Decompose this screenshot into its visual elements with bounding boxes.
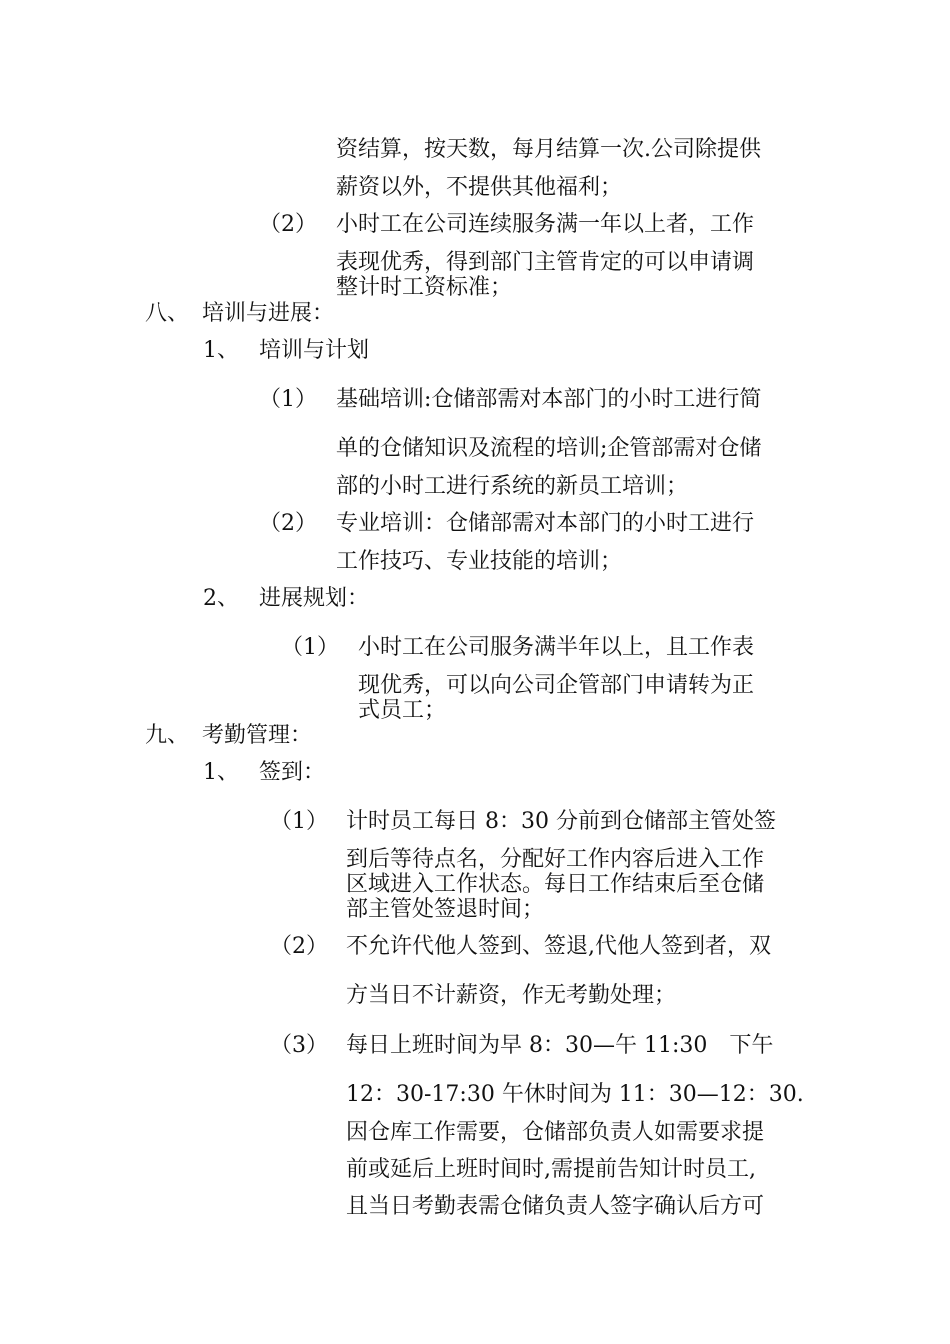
- body-line: 部主管处签退时间；: [346, 897, 545, 922]
- body-line: 区域进入工作状态。每日工作结束后至仓储: [346, 872, 765, 897]
- section-heading: 考勤管理：: [202, 723, 313, 748]
- subsection-number: 1、: [203, 338, 239, 363]
- body-line: 方当日不计薪资，作无考勤处理；: [346, 983, 677, 1008]
- body-line: 到后等待点名，分配好工作内容后进入工作: [346, 847, 765, 872]
- item-number: （1）: [270, 809, 328, 834]
- body-line: 整计时工资标准；: [336, 275, 513, 300]
- body-line: 小时工在公司服务满半年以上，且工作表: [358, 635, 755, 660]
- body-line: 12：30-17:30 午休时间为 11：30—12：30.: [346, 1082, 804, 1107]
- body-line: 资结算，按天数，每月结算一次.公司除提供: [336, 137, 761, 162]
- section-heading: 培训与进展：: [202, 301, 335, 326]
- subsection-number: 1、: [203, 760, 239, 785]
- body-line: 前或延后上班时间时,需提前告知计时员工,: [346, 1157, 756, 1182]
- subsection-heading: 培训与计划: [259, 338, 370, 363]
- body-line: 每日上班时间为早 8：30—午 11:30 下午: [346, 1033, 774, 1058]
- body-line: 因仓库工作需要，仓储部负责人如需要求提: [346, 1120, 765, 1145]
- body-line: 部的小时工进行系统的新员工培训；: [336, 474, 689, 499]
- subsection-heading: 进展规划：: [259, 586, 370, 611]
- section-number: 八、: [145, 301, 190, 326]
- body-line: 计时员工每日 8：30 分前到仓储部主管处签: [346, 809, 776, 834]
- item-number: （2）: [259, 511, 317, 536]
- body-line: 小时工在公司连续服务满一年以上者，工作: [336, 212, 755, 237]
- body-line: 不允许代他人签到、签退,代他人签到者，双: [346, 934, 771, 959]
- body-line: 薪资以外，不提供其他福利；: [336, 175, 623, 200]
- body-line: 现优秀，可以向公司企管部门申请转为正: [358, 673, 755, 698]
- section-number: 九、: [145, 723, 190, 748]
- subsection-heading: 签到：: [259, 760, 326, 785]
- item-number: （2）: [259, 212, 317, 237]
- item-number: （2）: [270, 934, 328, 959]
- subsection-number: 2、: [203, 586, 239, 611]
- body-line: 式员工；: [358, 698, 447, 723]
- body-line: 且当日考勤表需仓储负责人签字确认后方可: [346, 1194, 765, 1219]
- item-number: （1）: [259, 387, 317, 412]
- item-number: （3）: [270, 1033, 328, 1058]
- body-line: 工作技巧、专业技能的培训；: [336, 549, 623, 574]
- body-line: 专业培训：仓储部需对本部门的小时工进行: [336, 511, 755, 536]
- body-line: 基础培训:仓储部需对本部门的小时工进行简: [336, 387, 762, 412]
- item-number: （1）: [281, 635, 339, 660]
- body-line: 表现优秀，得到部门主管肯定的可以申请调: [336, 250, 755, 275]
- body-line: 单的仓储知识及流程的培训;企管部需对仓储: [336, 436, 762, 461]
